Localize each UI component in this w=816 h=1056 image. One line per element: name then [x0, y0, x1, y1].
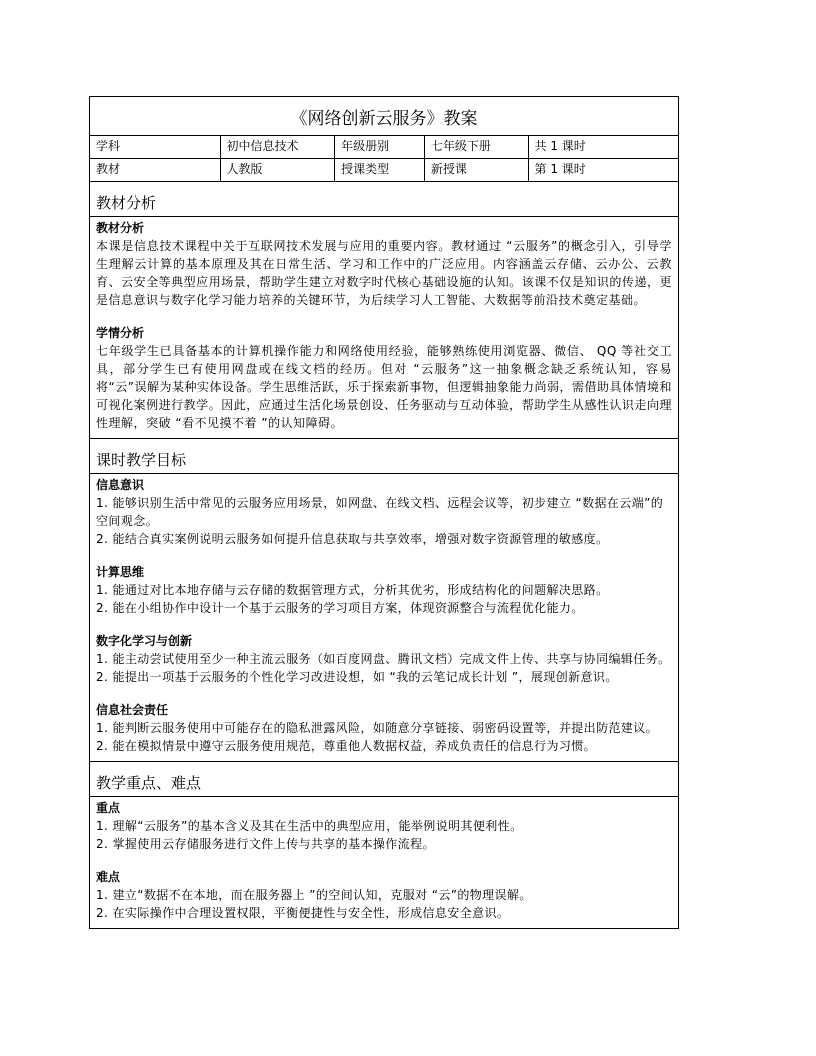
info-cell: 新授课 — [425, 159, 529, 181]
subsection-heading: 学情分析 — [96, 326, 145, 340]
subsection-heading: 教材分析 — [96, 221, 145, 235]
list-item: 2. 能在模拟情景中遵守云服务使用规范，尊重他人数据权益，养成负责任的信息行为习惯。 — [96, 739, 597, 753]
analysis-section — [90, 190, 678, 439]
info-cell: 教材 — [90, 159, 221, 181]
info-cell: 共 1 课时 — [534, 139, 586, 153]
info-row-subject — [90, 136, 678, 159]
list-item: 2. 能结合真实案例说明云服务如何提升信息获取与共享效率，增强对数字资源管理的敏感度。 — [96, 532, 609, 546]
info-cell: 初中信息技术 — [221, 136, 336, 158]
list-item: 2. 在实际操作中合理设置权限，平衡便捷性与安全性，形成信息安全意识。 — [96, 906, 510, 920]
subsection-heading: 信息社会责任 — [96, 703, 169, 717]
info-cell: 人教版 — [221, 159, 336, 181]
info-cell: 授课类型 — [335, 159, 425, 181]
info-cell: 学科 — [90, 136, 221, 158]
list-item: 1. 能够识别生活中常见的云服务应用场景，如网盘、在线文档、远程会议等，初步建立 “数据在云端”的空间观念。 — [96, 496, 664, 528]
paragraph: 本课是信息技术课程中关于互联网技术发展与应用的重要内容。教材通过 “云服务”的概念引入，引导学生理解云计算的基本原理及其在日常生活、学习和工作中的广泛应用。内容涵盖云存储、云办公、云教育、云安全等典型应用场景，帮助学生建立对数字时代核心基础设施的认知。该课不仅是知识的传递，更是信息意识与数字化学习能力培养的关键环节，为后续学习人工智能、大数据等前沿技术奠定基础。 — [96, 239, 672, 307]
list-item: 1. 能通过对比本地存储与云存储的数据管理方式，分析其优劣，形成结构化的问题解决思路。 — [96, 583, 609, 597]
subsection-heading: 难点 — [96, 870, 121, 884]
section-title: 教材分析 — [90, 190, 678, 217]
subsection-heading: 数字化学习与创新 — [96, 634, 193, 648]
goals-section — [90, 447, 678, 762]
section-title: 课时教学目标 — [90, 447, 678, 474]
list-item: 1. 能主动尝试使用至少一种主流云服务（如百度网盘、腾讯文档）完成文件上传、共享与协同编辑任务。 — [96, 652, 671, 666]
info-cell: 七年级下册 — [425, 136, 529, 158]
info-cell: 第 1 课时 — [534, 162, 586, 176]
info-row-textbook — [90, 159, 678, 182]
list-item: 1. 建立“数据不在本地，而在服务器上 ”的空间认知，克服对 “云”的物理误解。 — [96, 888, 532, 902]
keypoints-section — [90, 770, 678, 928]
info-cell: 年级册别 — [335, 136, 425, 158]
list-item: 1. 理解“云服务”的基本含义及其在生活中的典型应用，能举例说明其便利性。 — [96, 819, 523, 833]
subsection-heading: 重点 — [96, 801, 121, 815]
list-item: 1. 能判断云服务使用中可能存在的隐私泄露风险，如随意分享链接、弱密码设置等，并提出防范建议。 — [96, 721, 659, 735]
subsection-heading: 信息意识 — [96, 478, 145, 492]
document-title: 《网络创新云服务》教案 — [90, 97, 678, 136]
list-item: 2. 掌握使用云存储服务进行文件上传与共享的基本操作流程。 — [96, 837, 435, 851]
list-item: 2. 能提出一项基于云服务的个性化学习改进设想，如 “我的云笔记成长计划 ”，展现创新意识。 — [96, 670, 618, 684]
paragraph: 七年级学生已具备基本的计算机操作能力和网络使用经验，能够熟练使用浏览器、微信、 QQ 等社交工具，部分学生已有使用网盘或在线文档的经历。但对 “云服务”这一抽象概念缺乏系统认知，容易将“云”误解为某种实体设备。学生思维活跃，乐于探索新事物，但逻辑抽象能力尚弱，需借助具体情境和可视化案例进行教学。因此，应通过生活化场景创设、任务驱动与互动体验，帮助学生从感性认识走向理性理解，突破 “看不见摸不着 ”的认知障碍。 — [96, 344, 672, 430]
lesson-plan-document — [89, 96, 679, 929]
section-title: 教学重点、难点 — [90, 770, 678, 797]
list-item: 2. 能在小组协作中设计一个基于云服务的学习项目方案，体现资源整合与流程优化能力。 — [96, 601, 584, 615]
subsection-heading: 计算思维 — [96, 565, 145, 579]
